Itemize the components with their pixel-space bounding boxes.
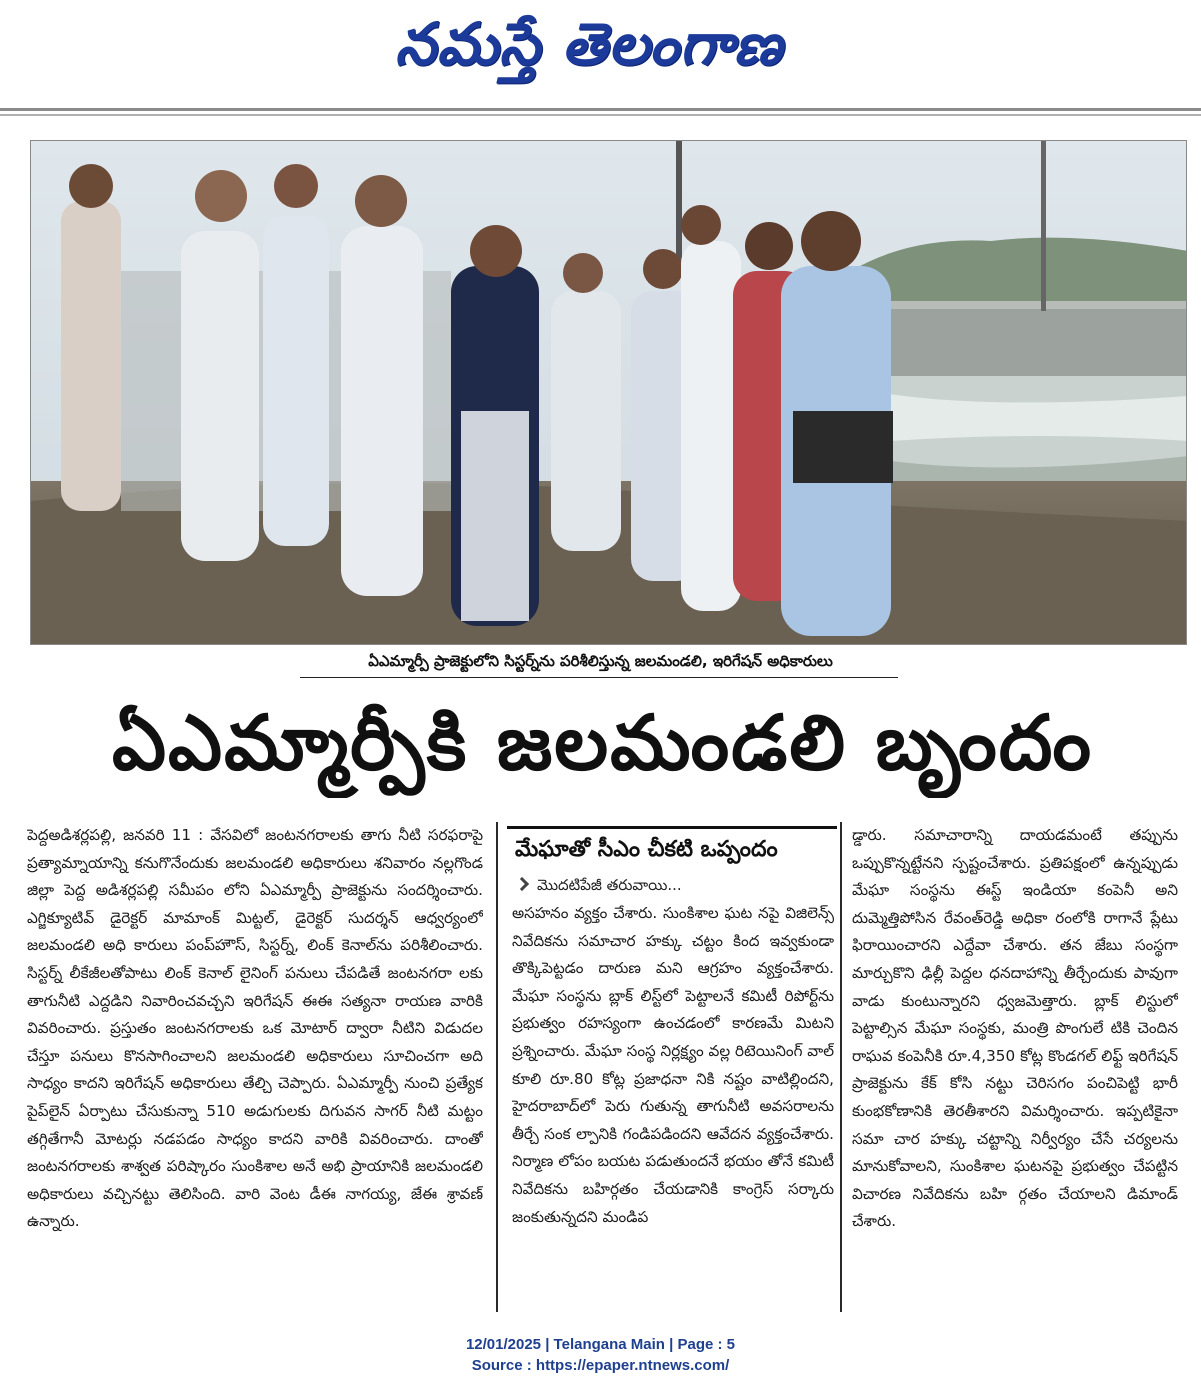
sidebox-continuation [517,876,837,898]
chevron-right-icon [515,877,529,891]
masthead [0,0,1201,108]
masthead-rule [0,108,1201,111]
footer-date-page: 12/01/2025 | Telangana Main | Page : 5 [465,1336,736,1353]
sidebox-body-right: డ్డారు. సమాచారాన్ని దాయడమంటే తప్పును ఒప్పుకొన్నట్టేనని స్పష్టంచేశారు. ప్రతిపక్షంలో ఉన్నప్పుడు మేఘా సంస్థను ఈస్ట్ ఇండియా కంపెనీ అని దుమ్మెత్తిపోసిన రేవంత్‌రెడ్డి అధికా రంలోకి రాగానే ప్లేటు ఫిరాయించారని ఎద్దేవా చేశారు. తన జేబు సంస్థగా మార్చుకొని ఢిల్లీ పెద్దల ధనదాహాన్ని తీర్చేందుకు పావుగా వాడు కుంటున్నారని ధ్వజమెత్తారు. బ్లాక్ లిస్టులో పెట్టాల్సిన మేఘా సంస్థకు, మంత్రి పొంగులే టికి చెందిన రాఘవ కంపెనీకి రూ.4,350 కోట్ల కొండగల్ లిఫ్ట్ ఇరిగేషన్ ప్రాజెక్టును కేక్ కోసి నట్టు చెరిసగం పంచిపెట్టి భారీ కుంభకోణానికి తెరతీశారని విమర్శించారు. ఇప్పటికైనా సమా చార హక్కు చట్టాన్ని నిర్వీర్యం చేసే చర్యలను మానుకోవాలని, సుంకిశాల ఘటనపై ప్రభుత్వం చేపట్టిన విచారణ నివేదికను బహి ర్గతం చేయాలని డిమాండ్ చేశారు. [852,826,1178,1231]
column-divider [840,822,842,1312]
caption-underline [300,677,898,678]
sidebox-title: మేఘాతో సీఎం చీకటి ఒప్పందం [507,826,837,870]
continuation-label: మొదటిపేజీ తరువాయి... [537,876,682,894]
article-headline: ఏఎమ్మార్పీకి జలమండలి బృందం [112,698,1093,787]
photo-caption: ఏఎమ్మార్పీ ప్రాజెక్టులోని సిస్టర్న్‌ను పరిశీలిస్తున్న జలమండలి, ఇరిగేషన్ అధికారులు [368,652,833,670]
masthead-rule-thin [0,114,1201,116]
sidebox-body-middle: అసహనం వ్యక్తం చేశారు. సుంకిశాల ఘట నపై విజిలెన్స్ నివేదికను సమాచార హక్కు చట్టం కింద ఇవ్వకుండా తొక్కిపెట్టడం దారుణ మని ఆగ్రహం వ్యక్తంచేశారు. మేఘా సంస్థను బ్లాక్ లిస్ట్‌లో పెట్టాలనే కమిటీ రిపోర్ట్‌ను ప్రభుత్వం రహస్యంగా ఉంచడంలో కారణమే మిటని ప్రశ్నించారు. మేఘా సంస్థ నిర్లక్ష్యం వల్ల రిటెయినింగ్ వాల్ కూలి రూ.80 కోట్ల ప్రజాధనా నికి నష్టం వాటిల్లిందని, హైదరాబాద్‌లో పెరు గుతున్న తాగునీటి అవసరాలను తీర్చే సంక ల్పానికి గండిపడిందని ఆవేదన వ్యక్తంచేశారు. నిర్మాణ లోపం బయట పడుతుందనే భయం తోనే కమిటీ నివేదికను బహిర్గతం చేయడానికి కాంగ్రెస్ సర్కారు జంకుతున్నదని మండిప [512,904,834,1226]
newspaper-logo: నమస్తే తెలంగాణ [395,10,783,78]
article-body-left: పెద్దఅడిశర్లపల్లి, జనవరి 11 : వేసవిలో జంటనగరాలకు తాగు నీటి సరఫరాపై ప్రత్యామ్నాయాన్ని కనుగొనేందుకు జలమండలి అధికారులు శనివారం నల్లగొండ జిల్లా పెద్ద అడిశర్లపల్లి సమీపం లోని ఏఎమ్మార్పీ ప్రాజెక్టును సందర్శించారు. ఎగ్జిక్యూటివ్ డైరెక్టర్ మామాంక్ మిట్టల్, డైరెక్టర్ సుదర్శన్ ఆధ్వర్యంలో జలమండలి అధి కారులు పంప్‌హౌస్, సిస్టర్న్, లింక్ కెనాల్‌ను పరిశీలించారు. సిస్టర్న్ లీకేజీలతోపాటు లింక్ కెనాల్ లైనింగ్ పనులు చేపడితే జంటనగరా లకు తాగునీటి ఎద్దడిని నివారించవచ్చని ఇరిగేషన్ ఈఈ సత్యనా రాయణ వారికి వివరించారు. ప్రస్తుతం జంటనగరాలకు ఒక మోటార్ ద్వారా నీటిని విడుదల చేస్తూ పనులు కొనసాగించాలని జలమండలి అధికారులు సూచించగా అది సాధ్యం కాదని ఇరిగేషన్ అధికారులు తేల్చి చెప్పారు. ఏఎమ్మార్పీ నుంచి ప్రత్యేక పైప్‌లైన్ ఏర్పాటు చేసుకున్నా 510 అడుగులకు దిగువన సాగర్ నీటి మట్టం తగ్గితేగానీ మోటర్లు నడపడం సాధ్యం కాదని వారికి వివరించారు. దాంతో జంటనగరాలకు శాశ్వత పరిష్కారం సుంకిశాల అనే అభి ప్రాయానికి జలమండలి అధికారులు వచ్చినట్టు తెలిసింది. వారి వెంట డీఈ నాగయ్య, జేఈ శ్రావణ్ ఉన్నారు. [27,826,483,1231]
news-photo [30,140,1187,645]
column-divider [496,822,498,1312]
photo-illustration [31,141,1187,645]
footer-source: Source : https://epaper.ntnews.com/ [471,1357,730,1374]
